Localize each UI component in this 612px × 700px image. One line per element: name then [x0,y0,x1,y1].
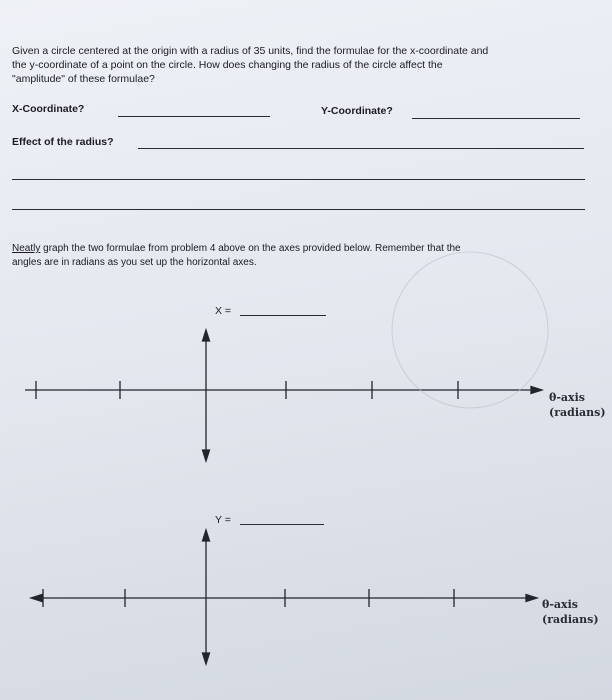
graph2-left-arrow-icon [31,595,42,602]
graph2-right-arrow-icon [526,595,537,602]
graph2-label: Y = [215,514,231,526]
instructions-line-1-rest: graph the two formulae from problem 4 above on the axes provided below. Remember that the [40,243,461,254]
y-coordinate-label: Y-Coordinate? [321,105,393,117]
graph1-up-arrow-icon [203,330,210,341]
x-coordinate-label: X-Coordinate? [12,103,85,115]
graph2-axis-unit: (radians) [542,613,599,626]
radius-effect-label: Effect of the radius? [12,136,114,148]
graph1-right-arrow-icon [531,387,542,394]
graph1-down-arrow-icon [203,450,210,461]
graph1-axis-name: θ-axis [549,391,585,404]
question-line-2: the y-coordinate of a point on the circle. How does changing the radius of the circle affect the [12,59,443,71]
graph2-down-arrow-icon [203,653,210,664]
instructions-line-2: angles are in radians as you set up the horizontal axes. [12,257,257,268]
show-through-circle [392,252,548,408]
graph1-axis-unit: (radians) [549,406,606,419]
instructions-neatly: Neatly [12,243,41,254]
question-line-1: Given a circle centered at the origin with a radius of 35 units, find the formulae for the x-coordinate and [12,45,489,57]
graph1-label: X = [215,305,232,317]
graph2-axis-name: θ-axis [542,598,578,611]
question-line-3: "amplitude" of these formulae? [12,73,155,85]
graph2-up-arrow-icon [203,530,210,541]
